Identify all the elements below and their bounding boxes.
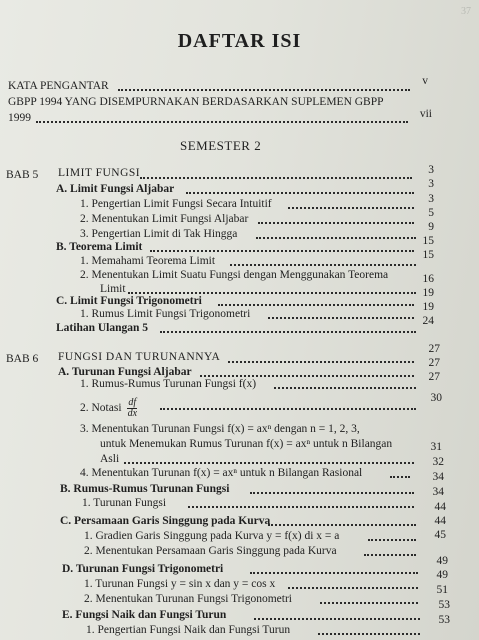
dot-leader [188,506,414,508]
page-number: 19 [422,301,434,313]
toc-entry-bab5-c[interactable]: C. Limit Fungsi Trigonometri [56,295,202,307]
toc-entry-bab5-c1[interactable]: 1. Rumus Limit Fungsi Trigonometri [80,308,251,320]
semester-heading: SEMESTER 2 [180,138,262,153]
dot-leader [390,476,410,478]
toc-entry-bab6[interactable]: FUNGSI DAN TURUNANNYA [58,351,221,363]
page-number: 9 [428,221,434,233]
page-number: 19 [422,287,434,299]
toc-entry-bab5-b2-cont: Limit [100,283,126,295]
toc-entry-bab6-a3-cont2: Asli [100,453,120,465]
dot-leader [258,222,414,224]
page-number: 30 [430,392,442,404]
page-number: 15 [422,235,434,247]
dot-leader [318,633,420,635]
page-number: vii [419,108,432,120]
toc-entry-bab6-d1[interactable]: 1. Turunan Fungsi y = sin x dan y = cos x [84,578,276,590]
toc-entry-gbpp-cont: 1999 [8,112,31,124]
toc-entry-bab6-b1[interactable]: 1. Turunan Fungsi [82,497,167,509]
dot-leader [364,554,416,556]
dot-leader [230,264,416,266]
dot-leader [150,250,414,252]
page-number: v [422,75,428,87]
page-number: 45 [434,529,446,541]
page-number: 3 [428,164,434,176]
page-number: 27 [428,357,440,369]
page-number: 34 [432,471,444,483]
toc-entry-bab5-b[interactable]: B. Teorema Limit [56,241,143,253]
page-number: 27 [428,343,440,355]
dot-leader [160,331,416,333]
page-number: 53 [438,599,450,611]
dot-leader [274,387,416,389]
dot-leader [288,207,414,209]
toc-entry-bab5[interactable]: LIMIT FUNGSI [58,167,141,179]
toc-entry-bab6-a4[interactable]: 4. Menentukan Turunan f(x) = axⁿ untuk n Bilangan Rasional [80,467,363,479]
chapter-number: BAB 5 [6,169,39,181]
page-corner-number: 37 [461,6,471,17]
toc-entry-bab5-b2[interactable]: 2. Menentukan Limit Suatu Fungsi dengan Menggunakan Teorema [80,269,389,281]
toc-entry-bab6-a1[interactable]: 1. Rumus-Rumus Turunan Fungsi f(x) [80,378,257,390]
toc-entry-bab6-a3-cont: untuk Menemukan Rumus Turunan f(x) = axⁿ untuk n Bilangan [100,438,393,450]
page-number: 44 [434,515,446,527]
toc-entry-bab6-d[interactable]: D. Turunan Fungsi Trigonometri [62,563,224,575]
dot-leader [186,192,414,194]
dot-leader [124,462,414,464]
toc-entry-bab6-b[interactable]: B. Rumus-Rumus Turunan Fungsi [60,483,230,495]
toc-entry-latihan-5[interactable]: Latihan Ulangan 5 [56,322,149,334]
page-number: 51 [436,584,448,596]
page-number: 3 [428,193,434,205]
dot-leader [250,492,414,494]
chapter-number: BAB 6 [6,353,39,365]
dot-leader [250,572,418,574]
dot-leader [36,121,408,123]
dot-leader [254,618,420,620]
page-number: 15 [422,249,434,261]
dot-leader [268,317,414,319]
dot-leader [368,539,416,541]
page-number: 31 [430,441,442,453]
dot-leader [160,408,416,410]
page-number: 53 [438,614,450,626]
page-number: 24 [422,315,434,327]
entry-label: 2. Notasi [80,402,122,415]
fraction-denominator: dx [127,408,138,419]
toc-entry-bab5-b1[interactable]: 1. Memahami Teorema Limit [80,255,216,267]
dot-leader [268,524,416,526]
toc-entry-bab5-a[interactable]: A. Limit Fungsi Aljabar [56,183,175,195]
dot-leader [228,361,414,363]
toc-entry-bab6-e1[interactable]: 1. Pengertian Fungsi Naik dan Fungsi Turun [86,624,291,636]
toc-entry-bab6-c1[interactable]: 1. Gradien Garis Singgung pada Kurva y = f(x) di x = a [84,530,340,542]
toc-entry-bab6-a2[interactable] [80,398,137,419]
toc-entry-bab5-a2[interactable]: 2. Menentukan Limit Fungsi Aljabar [80,213,249,225]
page-number: 44 [434,501,446,513]
dot-leader [140,177,412,179]
dot-leader [218,304,414,306]
dot-leader [288,587,418,589]
page-number: 16 [422,273,434,285]
dot-leader [118,89,410,91]
dot-leader [256,237,416,239]
fraction-numerator: df [128,397,137,408]
toc-entry-bab6-c[interactable]: C. Persamaan Garis Singgung pada Kurva [60,515,271,527]
page-number: 32 [432,456,444,468]
page-number: 49 [436,555,448,567]
derivative-fraction [127,398,137,419]
page-number: 5 [428,207,434,219]
toc-entry-bab6-c2[interactable]: 2. Menentukan Persamaan Garis Singgung pada Kurva [84,545,337,557]
page-number: 34 [432,486,444,498]
toc-entry-bab6-d2[interactable]: 2. Menentukan Turunan Fungsi Trigonometri [84,593,292,605]
toc-entry-bab6-a[interactable]: A. Turunan Fungsi Aljabar [58,366,192,378]
page-number: 49 [436,569,448,581]
page-number: 27 [428,371,440,383]
page-title: DAFTAR ISI [177,30,302,52]
toc-entry-bab5-a1[interactable]: 1. Pengertian Limit Fungsi Secara Intuitif [80,198,272,210]
dot-leader [320,602,418,604]
toc-entry-bab6-a3[interactable]: 3. Menentukan Turunan Fungsi f(x) = axⁿ dengan n = 1, 2, 3, [80,423,360,435]
toc-entry-gbpp[interactable]: GBPP 1994 YANG DISEMPURNAKAN BERDASARKAN SUPLEMEN GBPP [8,96,384,108]
toc-entry-kata-pengantar[interactable]: KATA PENGANTAR [8,80,109,92]
page-number: 3 [428,178,434,190]
toc-entry-bab5-a3[interactable]: 3. Pengertian Limit di Tak Hingga [80,228,238,240]
toc-entry-bab6-e[interactable]: E. Fungsi Naik dan Fungsi Turun [62,609,227,621]
